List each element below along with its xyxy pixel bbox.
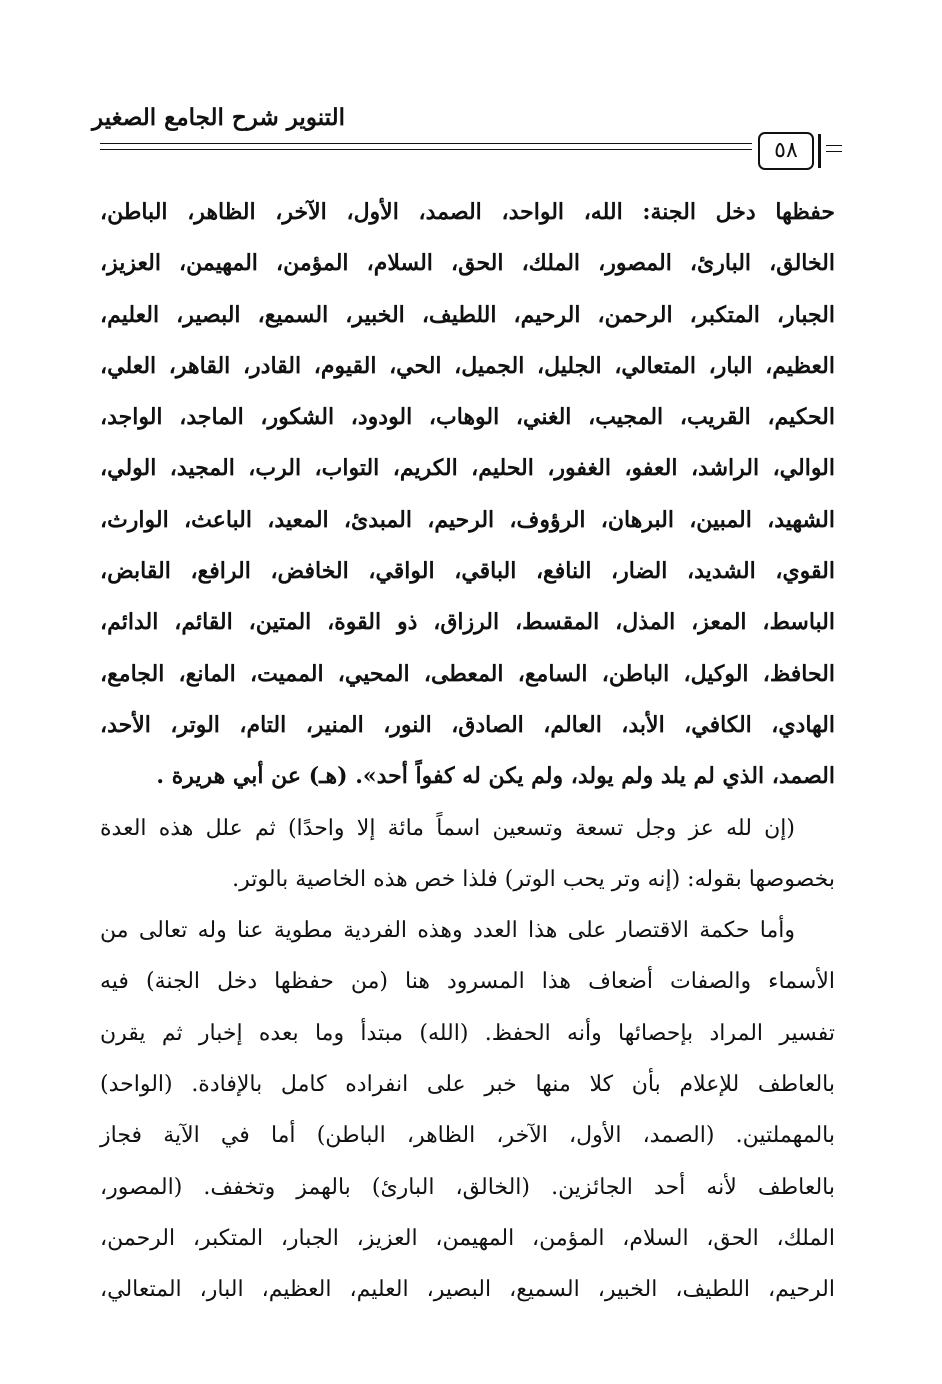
text-line: الحكيم، القريب، المجيب، الغني، الوهاب، الودود، الشكور، الماجد، الواجد، [100, 404, 835, 431]
text-line: (إن لله عز وجل تسعة وتسعين اسماً مائة إلا واحدًا) ثم علل هذه العدة [100, 815, 795, 841]
text-line: القوي، الشديد، الضار، النافع، الباقي، الواقي، الخافض، الرافع، القابض، [100, 558, 835, 585]
header-rule-bottom [100, 149, 752, 150]
header-rule-top [100, 143, 752, 144]
text-line: بالعاطف لأنه أحد الجائزين. (الخالق، البارئ) بالهمز وتخفف. (المصور، [100, 1174, 835, 1200]
text-line: بالمهملتين. (الصمد، الأول، الآخر، الظاهر، الباطن) أما في الآية فجاز [100, 1123, 835, 1149]
body-text [100, 187, 835, 1316]
text-line: وأما حكمة الاقتصار على هذا العدد وهذه الفردية مطوية عنا وله تعالى من [100, 918, 795, 944]
text-line: الجبار، المتكبر، الرحمن، الرحيم، اللطيف، الخبير، السميع، البصير، العليم، [100, 301, 835, 328]
text-line: الملك، الحق، السلام، المؤمن، المهيمن، العزيز، الجبار، المتكبر، الرحمن، [100, 1225, 835, 1251]
text-line: تفسير المراد بإحصائها وأنه الحفظ. (الله) مبتدأ وما بعده إخبار ثم يقرن [100, 1020, 835, 1046]
badge-bar-outer [818, 134, 821, 168]
text-line: الشهيد، المبين، البرهان، الرؤوف، الرحيم، المبدئ، المعيد، الباعث، الوارث، [100, 506, 835, 533]
running-header-title: التنوير شرح الجامع الصغير [92, 104, 345, 131]
text-line: الرحيم، اللطيف، الخبير، السميع، البصير، العليم، العظيم، البار، المتعالي، [100, 1277, 835, 1303]
page-number-badge: ٥٨ [758, 132, 814, 170]
badge-tail-ornament [826, 145, 842, 157]
text-line: العظيم، البار، المتعالي، الجليل، الجميل، الحي، القيوم، القادر، القاهر، العلي، [100, 352, 835, 379]
header-double-rule [100, 140, 752, 160]
text-line: الحافظ، الوكيل، الباطن، السامع، المعطى، المحيي، المميت، المانع، الجامع، [100, 660, 835, 687]
text-line: الوالي، الراشد، العفو، الغفور، الحليم، الكريم، التواب، الرب، المجيد، الولي، [100, 455, 835, 482]
text-line: الباسط، المعز، المذل، المقسط، الرزاق، ذو القوة، المتين، القائم، الدائم، [100, 609, 835, 636]
text-line: الأسماء والصفات أضعاف هذا المسرود هنا (من حفظها دخل الجنة) فيه [100, 969, 835, 995]
text-line: حفظها دخل الجنة: الله، الواحد، الصمد، الأول، الآخر، الظاهر، الباطن، [100, 199, 835, 225]
text-line: الخالق، البارئ، المصور، الملك، الحق، السلام، المؤمن، المهيمن، العزيز، [100, 250, 835, 277]
text-line: الصمد، الذي لم يلد ولم يولد، ولم يكن له كفواً أحد». (هـ) عن أبي هريرة . [156, 763, 835, 790]
text-line: بالعاطف للإعلام بأن كلا منها خبر على انفراده كامل بالإفادة. (الواحد) [100, 1072, 835, 1098]
text-line: بخصوصها بقوله: (إنه وتر يحب الوتر) فلذا خص هذه الخاصية بالوتر. [232, 866, 835, 892]
text-line: الهادي، الكافي، الأبد، العالم، الصادق، النور، المنير، التام، الوتر، الأحد، [100, 711, 835, 738]
